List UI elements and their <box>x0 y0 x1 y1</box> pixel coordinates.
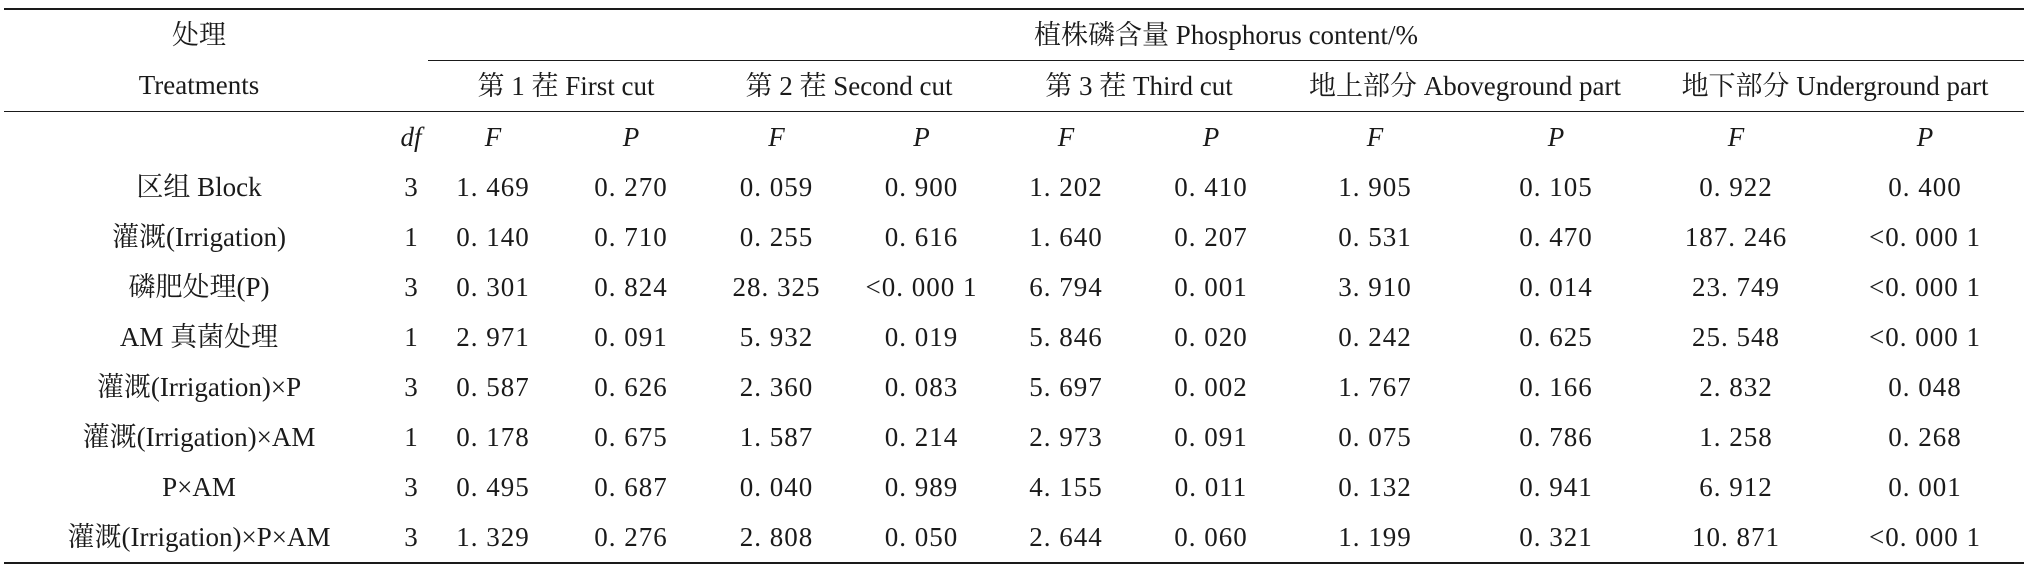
value-cell: 0. 786 <box>1519 421 1593 452</box>
value-cell: 1. 469 <box>456 171 530 202</box>
value-cell: 0. 132 <box>1338 471 1412 502</box>
treatment-header-cn: 处理 <box>4 9 394 61</box>
value-cell: 2. 973 <box>1029 421 1103 452</box>
value-cell: 0. 178 <box>456 421 530 452</box>
value-cell: 0. 687 <box>594 471 668 502</box>
value-cell: 0. 014 <box>1519 271 1593 302</box>
value-cell: 0. 276 <box>558 512 704 563</box>
value-cell: <0. 000 1 <box>1869 321 1982 352</box>
value-cell: 6. 794 <box>1029 271 1103 302</box>
group-header-cut2: 第 2 茬 Second cut <box>704 61 994 112</box>
value-cell: 0. 040 <box>739 471 814 502</box>
table-row <box>4 312 2024 362</box>
table-row <box>4 462 2024 512</box>
value-cell: 0. 321 <box>1466 512 1646 563</box>
stat-label-row <box>4 112 2024 163</box>
value-cell: 187. 246 <box>1684 221 1788 252</box>
table-row <box>4 412 2024 462</box>
value-cell: 0. 001 <box>1888 471 1962 502</box>
value-cell: 23. 749 <box>1692 271 1780 302</box>
treatment-cell: P×AM <box>162 471 236 502</box>
table-header <box>4 9 2024 162</box>
value-cell: 5. 846 <box>1029 321 1103 352</box>
value-cell: 0. 091 <box>1174 421 1248 452</box>
value-cell: 0. 531 <box>1338 221 1412 252</box>
group-header-cut1: 第 1 茬 First cut <box>428 61 704 112</box>
value-cell: 0. 710 <box>594 221 668 252</box>
df-cell: 1 <box>404 321 418 352</box>
value-cell: 3. 910 <box>1338 271 1412 302</box>
f-label: F <box>1727 121 1745 152</box>
df-label: df <box>400 121 422 152</box>
table-body <box>4 162 2024 563</box>
value-cell: 1. 202 <box>1029 171 1103 202</box>
value-cell: 2. 832 <box>1699 371 1773 402</box>
value-cell: 1. 587 <box>739 421 814 452</box>
value-cell: 6. 912 <box>1699 471 1773 502</box>
f-label: F <box>484 121 502 152</box>
value-cell: 0. 400 <box>1888 171 1962 202</box>
value-cell: 5. 697 <box>1029 371 1103 402</box>
group-title: 植株磷含量 Phosphorus content/% <box>428 9 2024 61</box>
value-cell: 0. 050 <box>849 512 994 563</box>
p-label: P <box>1916 121 1934 152</box>
value-cell: 0. 011 <box>1174 471 1248 502</box>
value-cell: 0. 059 <box>739 171 814 202</box>
value-cell: 0. 060 <box>1138 512 1284 563</box>
value-cell: 1. 258 <box>1699 421 1773 452</box>
f-label: F <box>1366 121 1384 152</box>
value-cell: 0. 242 <box>1338 321 1412 352</box>
value-cell: 0. 625 <box>1519 321 1593 352</box>
value-cell: 0. 495 <box>456 471 530 502</box>
value-cell: 1. 767 <box>1338 371 1412 402</box>
df-cell: 3 <box>404 271 418 302</box>
value-cell: 2. 360 <box>739 371 814 402</box>
value-cell: 4. 155 <box>1029 471 1103 502</box>
value-cell: 0. 091 <box>594 321 668 352</box>
value-cell: 2. 808 <box>704 512 849 563</box>
value-cell: 0. 255 <box>739 221 814 252</box>
value-cell: 2. 971 <box>456 321 530 352</box>
value-cell: 0. 140 <box>456 221 530 252</box>
value-cell: 0. 941 <box>1519 471 1593 502</box>
value-cell: 0. 989 <box>884 471 959 502</box>
group-header-aboveground: 地上部分 Aboveground part <box>1284 61 1646 112</box>
treatment-cell: 灌溉(Irrigation)×P <box>96 371 302 402</box>
value-cell: 0. 083 <box>884 371 959 402</box>
df-cell: 3 <box>404 471 418 502</box>
df-cell: 1 <box>404 421 418 452</box>
value-cell: 0. 214 <box>884 421 959 452</box>
value-cell: <0. 000 1 <box>1826 512 2024 563</box>
value-cell: <0. 000 1 <box>865 271 978 302</box>
f-label: F <box>768 121 785 152</box>
table-row <box>4 212 2024 262</box>
p-label: P <box>622 121 640 152</box>
anova-table <box>4 8 2024 564</box>
value-cell: 0. 019 <box>884 321 959 352</box>
table-row <box>4 162 2024 212</box>
value-cell: 10. 871 <box>1646 512 1826 563</box>
value-cell: 0. 900 <box>884 171 959 202</box>
f-label: F <box>1057 121 1075 152</box>
value-cell: 0. 470 <box>1519 221 1593 252</box>
value-cell: 25. 548 <box>1692 321 1780 352</box>
treatment-cell: AM 真菌处理 <box>119 321 279 352</box>
value-cell: 0. 616 <box>884 221 959 252</box>
table-row <box>4 362 2024 412</box>
value-cell: <0. 000 1 <box>1869 221 1982 252</box>
table-row <box>4 512 2024 563</box>
group-header-cut3: 第 3 茬 Third cut <box>994 61 1284 112</box>
value-cell: 0. 166 <box>1519 371 1593 402</box>
value-cell: 2. 644 <box>994 512 1138 563</box>
value-cell: <0. 000 1 <box>1869 271 1982 302</box>
p-label: P <box>913 121 930 152</box>
value-cell: 1. 199 <box>1284 512 1466 563</box>
df-cell: 3 <box>394 512 428 563</box>
treatment-header-en: Treatments <box>4 61 394 112</box>
value-cell: 0. 268 <box>1888 421 1962 452</box>
treatment-cell: 磷肥处理(P) <box>128 271 270 302</box>
table-row <box>4 262 2024 312</box>
value-cell: 0. 048 <box>1888 371 1962 402</box>
value-cell: 0. 410 <box>1174 171 1248 202</box>
value-cell: 0. 270 <box>594 171 668 202</box>
value-cell: 0. 824 <box>594 271 668 302</box>
value-cell: 0. 675 <box>594 421 668 452</box>
value-cell: 28. 325 <box>732 271 821 302</box>
value-cell: 0. 626 <box>594 371 668 402</box>
value-cell: 0. 587 <box>456 371 530 402</box>
p-label: P <box>1547 121 1565 152</box>
value-cell: 0. 001 <box>1174 271 1248 302</box>
value-cell: 0. 922 <box>1699 171 1773 202</box>
value-cell: 1. 640 <box>1029 221 1103 252</box>
group-header-underground: 地下部分 Underground part <box>1646 61 2024 112</box>
df-cell: 3 <box>404 171 418 202</box>
p-label: P <box>1202 121 1220 152</box>
value-cell: 0. 105 <box>1519 171 1593 202</box>
treatment-cell: 区组 Block <box>136 171 262 202</box>
value-cell: 0. 002 <box>1174 371 1248 402</box>
value-cell: 1. 905 <box>1338 171 1412 202</box>
value-cell: 5. 932 <box>739 321 814 352</box>
treatment-cell: 灌溉(Irrigation) <box>112 221 286 252</box>
value-cell: 0. 075 <box>1338 421 1412 452</box>
value-cell: 0. 207 <box>1174 221 1248 252</box>
treatment-cell: 灌溉(Irrigation)×P×AM <box>4 512 394 563</box>
value-cell: 1. 329 <box>428 512 558 563</box>
df-cell: 3 <box>404 371 418 402</box>
value-cell: 0. 020 <box>1174 321 1248 352</box>
value-cell: 0. 301 <box>456 271 530 302</box>
treatment-cell: 灌溉(Irrigation)×AM <box>82 421 316 452</box>
df-cell: 1 <box>404 221 418 252</box>
